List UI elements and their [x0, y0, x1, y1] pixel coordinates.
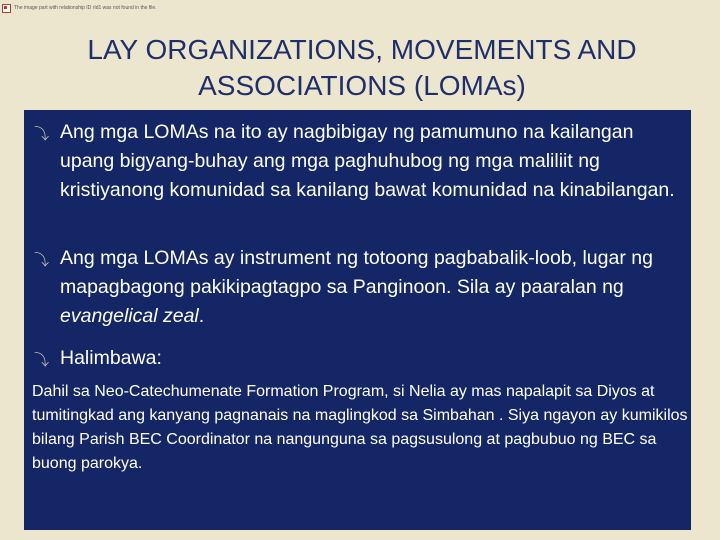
slide-title-line-2: ASSOCIATIONS (LOMAs) [198, 70, 526, 101]
content-panel [24, 110, 691, 530]
curved-arrow-bullet-icon: ⤵ [34, 125, 50, 143]
bullet-item [34, 244, 686, 331]
slide-title-line-1: LAY ORGANIZATIONS, MOVEMENTS AND [87, 34, 637, 65]
missing-image-placeholder [2, 2, 202, 14]
bullet-text: Halimbawa: [60, 347, 162, 369]
curved-arrow-bullet-icon: ⤵ [34, 251, 50, 269]
missing-image-message: The image part with relationship ID rId1 was not found in the file. [14, 5, 157, 11]
example-paragraph: Dahil sa Neo-Catechumenate Formation Program, si Nelia ay mas napalapit sa Diyos at tumitingkad ang kanyang pagnanais na maglingkod sa Simbahan . Siya ngayon ay kumikilos bilang Parish BEC Coordinator na nangunguna sa pagsusulong at pagbubuo ng BEC sa buong parokya. [32, 383, 688, 472]
bullet-text-tail: . [198, 305, 205, 327]
bullet-text-main: Ang mga LOMAs ay instrument ng totoong pagbabalik-loob, lugar ng mapagbagong pakikipagtagpo sa Panginoon. Sila ay paaralan ng [60, 247, 653, 298]
bullet-item [34, 344, 686, 375]
bullet-text: Ang mga LOMAs na ito ay nagbibigay ng pamumuno na kailangan upang bigyang-buhay ang mga paghuhubog ng mga maliliit ng kristiyanong komunidad sa kanilang bawat komunidad na kinabilangan. [60, 121, 675, 201]
slide-title [22, 32, 702, 104]
bullet-emphasis: evangelical zeal [60, 305, 199, 327]
bullet-text [60, 244, 686, 331]
bullet-item [34, 118, 686, 205]
curved-arrow-bullet-icon: ⤵ [34, 351, 50, 369]
broken-image-icon [2, 4, 11, 13]
